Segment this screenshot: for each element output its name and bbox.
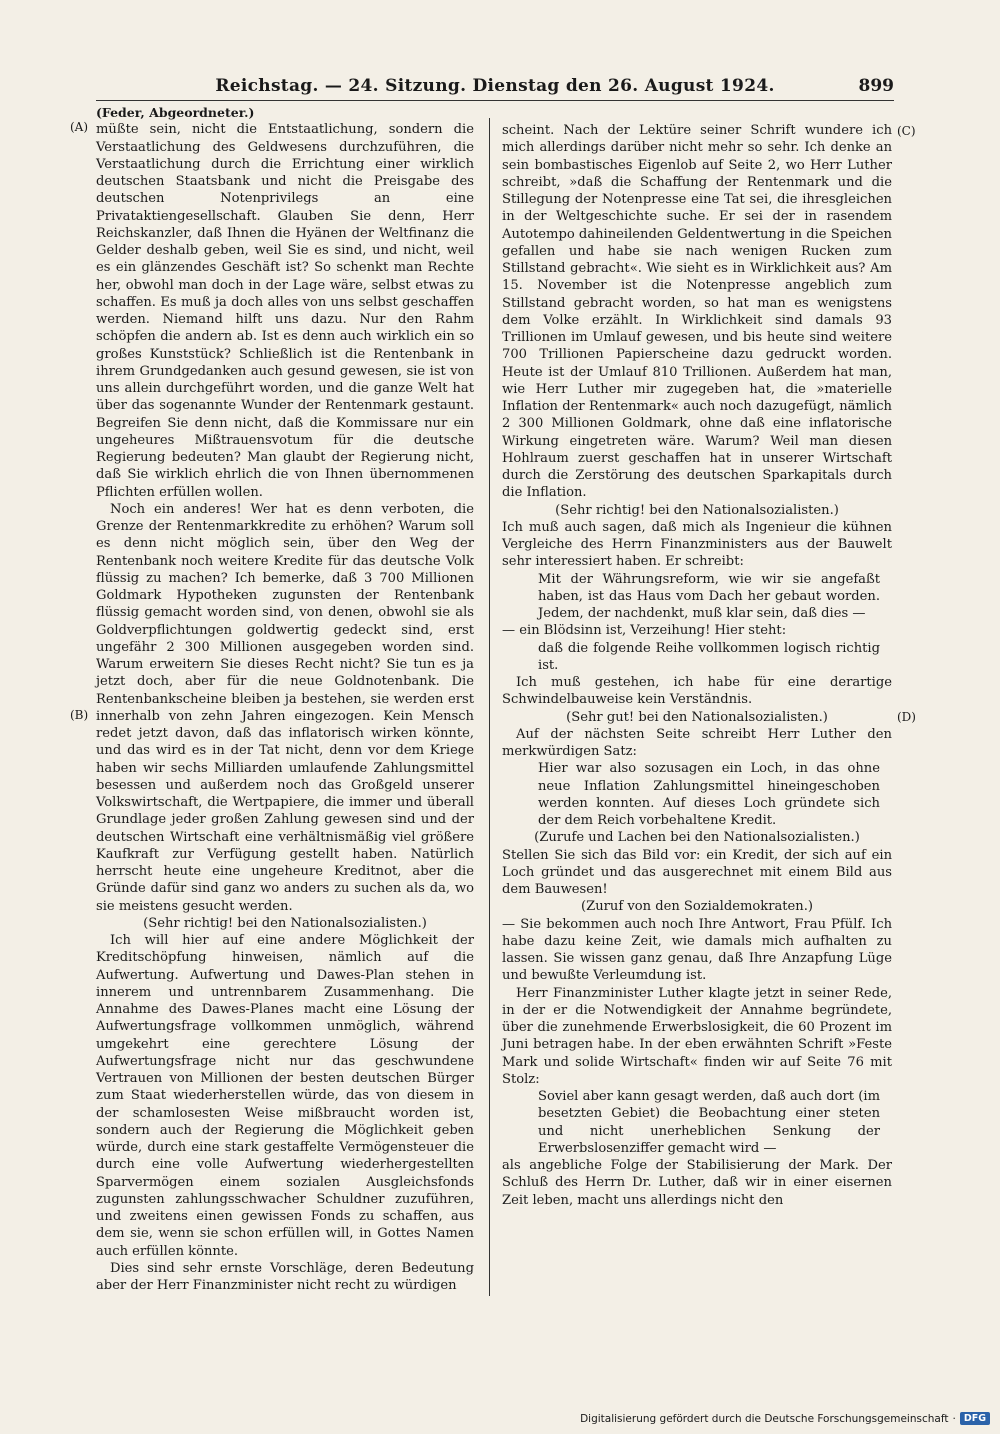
quotation: Soviel aber kann gesagt werden, daß auch dort (im besetzten Gebiet) die Beobachtung einer steten und nicht unerheblichen Senkung der Erwerbslosenziffer gemacht wird — [538,1089,880,1156]
margin-marker-a: (A) [70,120,89,134]
quotation: daß die folgende Reihe vollkommen logisch richtig ist. [538,640,880,673]
paragraph: Auf der nächsten Seite schreibt Herr Luther den merkwürdigen Satz: [502,726,892,759]
footer [580,1412,990,1425]
left-column [96,104,474,1294]
page-header [96,76,894,102]
interjection: (Zurufe und Lachen bei den Nationalsozialisten.) [534,830,860,846]
paragraph: Ich will hier auf eine andere Möglichkeit der Kreditschöpfung hinweisen, nämlich auf die Aufwertung. Aufwertung und Dawes-Plan stehen in innerem und untrennbarem Zusammenhang. Die Annahme des Dawes-Planes macht eine Lösung der Aufwertungsfrage vollkommen unmöglich, während umgekehrt eine gerechtere Lösung der Aufwertungsfrage nicht nur das geschwundene Vertrauen von Millionen der besten deutschen Bürger zum Staat wiederherstellen würde, das von diesem in der schamlosesten Weise mißbraucht worden ist, sondern auch der Regierung die Möglichkeit geben würde, durch eine stark gestaffelte Vermögensteuer die durch eine volle Aufwertung wiederhergestellten Sparvermögen einem sozialen Ausgleichsfonds zugunsten zahlungsschwacher Schuldner zuzuführen, und zweitens einen gewissen Fonds zu schaffen, aus dem sie, wenn sie schon erfüllen will, in Gottes Namen auch erfüllen könnte. [96,933,474,1259]
speaker-label: (Feder, Abgeordneter.) [96,105,255,120]
paragraph: Ich muß auch sagen, daß mich als Ingenieur die kühnen Vergleiche des Herrn Finanzministers aus der Bauwelt sehr interessiert haben. Er schreibt: [502,519,892,570]
paragraph: müßte sein, nicht die Entstaatlichung, sondern die Verstaatlichung des Geldwesens durchzuführen, die Verstaatlichung durch die Errichtung einer wirklich deutschen Staatsbank und nicht die Preisgabe des deutschen Notenprivilegs an eine Privataktiengesellschaft. Glauben Sie denn, Herr Reichskanzler, daß Ihnen die Hyänen der Weltfinanz die Gelder deshalb geben, weil Sie es sind, und nicht, weil es ein glänzendes Geschäft ist? So schenkt man Rechte her, obwohl man doch in der Lage wäre, selbst etwas zu schaffen. Es muß ja doch alles von uns selbst geschaffen werden. Niemand hilft uns dazu. Nur den Rahm schöpfen die andern ab. Ist es denn auch wirklich ein so großes Kunststück? Schließlich ist die Rentenbank in ihrem Grundgedanken auch gesund gewesen, sie ist von uns allein durchgeführt worden, und die ganze Welt hat über das sogenannte Wunder der Rentenmark gestaunt. Begreifen Sie denn nicht, daß die Kommissare nur ein ungeheures Mißtrauensvotum für die deutsche Regierung bedeuten? Man glaubt der Regierung nicht, daß Sie wirklich ehrlich die von Ihnen übernommenen Pflichten erfüllen wollen. [96,122,474,500]
dfg-logo: DFG [960,1412,990,1425]
interjection: (Zuruf von den Sozialdemokraten.) [580,899,814,915]
right-column [502,122,892,1209]
paragraph: — Sie bekommen auch noch Ihre Antwort, Frau Pfülf. Ich habe dazu keine Zeit, wie damals mich aufhalten zu lassen. Sie wissen ganz genau, daß Ihre Anzapfung Lüge und bewußte Verleumdung ist. [502,916,892,984]
paragraph: Dies sind sehr ernste Vorschläge, deren Bedeutung aber der Herr Finanzminister nicht recht zu würdigen [96,1260,474,1293]
interjection: (Sehr richtig! bei den Nationalsozialisten.) [555,502,839,518]
page-title: Reichstag. — 24. Sitzung. Dienstag den 26. August 1924. [215,76,775,96]
footer-text: Digitalisierung gefördert durch die Deutsche Forschungsgemeinschaft [580,1412,949,1425]
paragraph: Ich muß gestehen, ich habe für eine derartige Schwindelbauweise kein Verständnis. [502,675,892,708]
paragraph: Herr Finanzminister Luther klagte jetzt in seiner Rede, in der er die Notwendigkeit der Annahme begründete, über die zunehmende Erwerbslosigkeit, die 60 Prozent im Juni betragen habe. In der eben erwähnten Schrift »Feste Mark und solide Wirtschaft« finden wir auf Seite 76 mit Stolz: [502,985,892,1087]
footer-separator: · [952,1412,956,1425]
quotation: Mit der Währungsreform, wie wir sie angefaßt haben, ist das Haus vom Dach her gebaut worden. Jedem, der nachdenkt, muß klar sein, daß dies — [538,571,880,621]
page-number: 899 [858,76,894,96]
header-rule [96,100,894,101]
margin-marker-c: (C) [897,124,916,138]
margin-marker-d: (D) [897,710,916,724]
paragraph: Stellen Sie sich das Bild vor: ein Kredit, der sich auf ein Loch gründet und das ausgerechnet mit einem Bild aus dem Bauwesen! [502,847,892,897]
column-divider [489,118,490,1296]
margin-marker-b: (B) [70,708,89,722]
paragraph: scheint. Nach der Lektüre seiner Schrift wundere ich mich allerdings darüber nicht mehr so sehr. Ich denke an sein bombastisches Eigenlob auf Seite 2, wo Herr Luther schreibt, »daß die Schaffung der Rentenmark und die Stillegung der Notenpresse eine Tat sei, die ihresgleichen in der Weltgeschichte suche. Er sei der in rasendem Autotempo dahineilenden Geldentwertung in die Speichen gefallen und habe sie nach wenigen Rucken zum Stillstand gebracht«. Wie sieht es in Wirklichkeit aus? Am 15. November ist die Notenpresse angeblich zum Stillstand gebracht worden, so hat man es wenigstens dem Volke erzählt. In Wirklichkeit sind damals 93 Trillionen im Umlauf gewesen, und bis heute sind weitere 700 Trillionen Papierscheine dazu gedruckt worden. Heute ist der Umlauf 810 Trillionen. Außerdem hat man, wie Herr Luther mir zugegeben hat, die »materielle Inflation der Rentenmark« auch noch dazugefügt, nämlich 2 300 Millionen Goldmark, ohne daß eine inflatorische Wirkung eingetreten wäre. Warum? Weil man diesen Hohlraum zuerst geschaffen hat in unserer Wirtschaft durch die Zerstörung des deutschen Sparkapitals durch die Inflation. [502,123,892,501]
paragraph: als angebliche Folge der Stabilisierung der Mark. Der Schluß des Herrn Dr. Luther, daß wir in einer eisernen Zeit leben, macht uns allerdings nicht den [502,1158,892,1208]
interjection: (Sehr richtig! bei den Nationalsozialisten.) [143,915,427,931]
quotation: Hier war also sozusagen ein Loch, in das ohne neue Inflation Zahlungsmittel hineingeschoben werden konnten. Auf dieses Loch gründete sich der dem Reich vorbehaltene Kredit. [538,761,880,828]
interjection: (Sehr gut! bei den Nationalsozialisten.) [566,709,828,725]
paragraph: — ein Blödsinn ist, Verzeihung! Hier steht: [502,623,787,639]
paragraph: Noch ein anderes! Wer hat es denn verboten, die Grenze der Rentenmarkkredite zu erhöhen? Warum soll es denn nicht möglich sein, über den Weg der Rentenbank noch weitere Kredite für das deutsche Volk flüssig zu machen? Ich bemerke, daß 3 700 Millionen Goldmark Hypotheken zugunsten der Rentenbank flüssig gemacht worden sind, von denen, obwohl sie als Goldverpflichtungen goldwertig gedeckt sind, erst ungefähr 2 300 Millionen ausgegeben worden sind. Warum erweitern Sie dieses Recht nicht? Sie tun es ja jetzt doch, aber für die neue Goldnotenbank. Die Rentenbankscheine bleiben ja bestehen, sie werden erst innerhalb von zehn Jahren eingezogen. Kein Mensch redet jetzt davon, daß das inflatorisch wirken könnte, und das wird es in der Tat nicht, denn vor dem Kriege haben wir sechs Milliarden umlaufende Zahlungsmittel besessen und außerdem noch das Großgeld unserer Volkswirtschaft, die Wertpapiere, die immer und überall Grundlage jeder großen Zahlung gewesen sind und der deutschen Wirtschaft eine verhältnismäßig viel größere Kaufkraft zur Verfügung gestellt haben. Natürlich herrscht heute eine ungeheure Kreditnot, aber die Gründe dafür sind ganz wo anders zu suchen als da, wo sie meistens gesucht werden. [96,501,474,914]
